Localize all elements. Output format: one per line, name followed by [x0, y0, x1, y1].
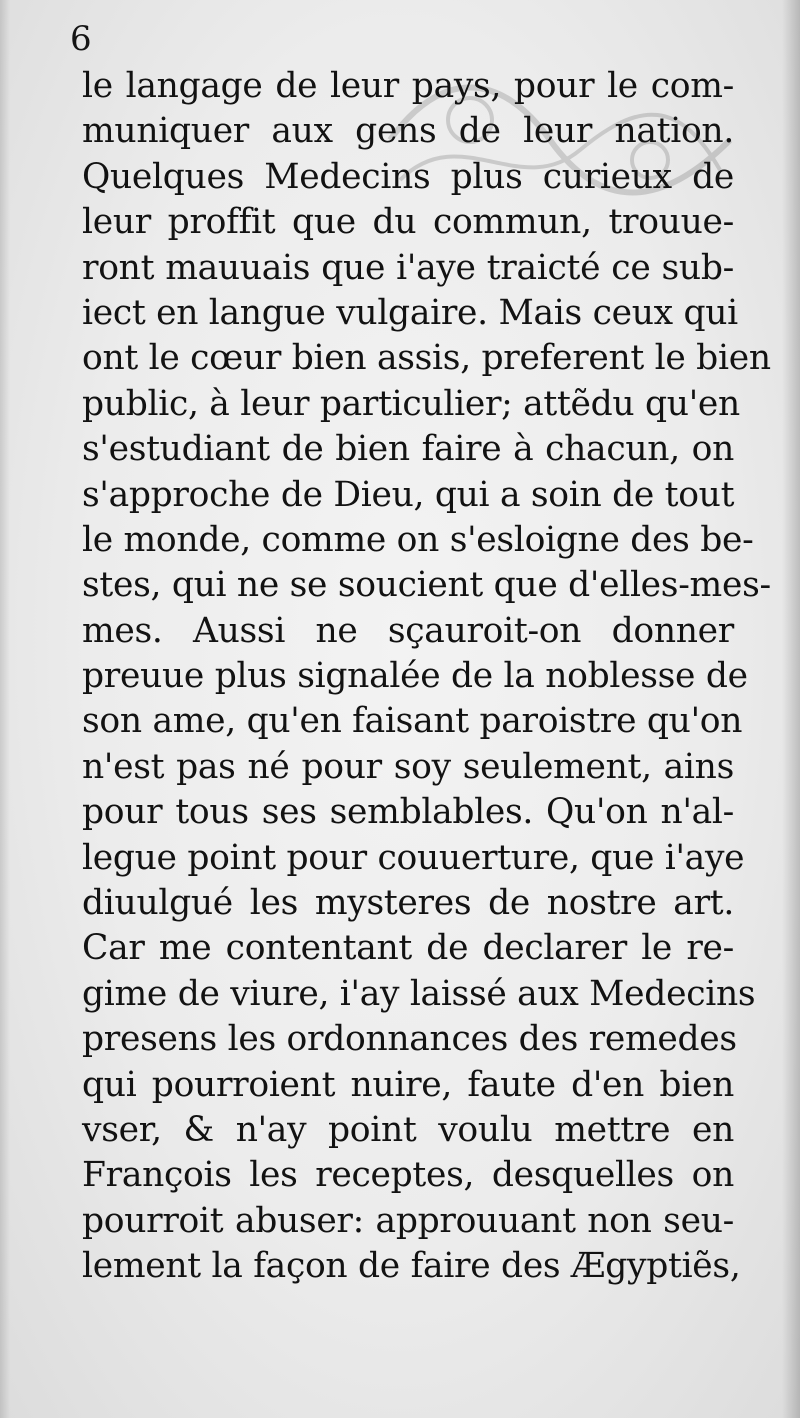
page-number: 6 — [70, 19, 92, 59]
text-line: Car me contentant de declarer le re- — [82, 928, 734, 969]
text-line: muniquer aux gens de leur nation. — [82, 111, 734, 152]
text-line: le langage de leur pays, pour le com- — [82, 66, 734, 106]
text-line: Quelques Medecins plus curieux de — [82, 156, 734, 197]
text-line: pourroit abuser: approuuant non seu- — [82, 1200, 734, 1241]
text-line: ront mauuais que i'aye traicté ce sub- — [82, 247, 734, 288]
text-line: François les receptes, desquelles on — [82, 1155, 734, 1196]
text-line: preuue plus signalée de la noblesse de — [82, 656, 748, 697]
text-line: gime de viure, i'ay laissé aux Medecins — [82, 973, 756, 1014]
text-line: legue point pour couuerture, que i'aye — [82, 837, 745, 878]
text-line: diuulgué les mysteres de nostre art. — [82, 883, 734, 924]
text-line: pour tous ses semblables. Qu'on n'al- — [82, 792, 734, 833]
text-line: s'approche de Dieu, qui a soin de tout — [82, 474, 735, 515]
text-line: presens les ordonnances des remedes — [82, 1019, 737, 1060]
text-line: iect en langue vulgaire. Mais ceux qui — [82, 292, 738, 333]
body-text — [82, 64, 771, 1290]
gutter-shadow — [0, 0, 10, 1418]
text-line: stes, qui ne se soucient que d'elles-mes- — [82, 565, 771, 606]
text-line: s'estudiant de bien faire à chacun, on — [82, 429, 734, 470]
text-line: vser, & n'ay point voulu mettre en — [82, 1109, 734, 1150]
text-line: qui pourroient nuire, faute d'en bien — [82, 1064, 734, 1105]
page-edge-shadow — [782, 0, 800, 1418]
text-line: lement la façon de faire des Ægyptiẽs, — [82, 1246, 741, 1287]
text-line: ont le cœur bien assis, preferent le bien — [82, 338, 771, 379]
text-line: le monde, comme on s'esloigne des be- — [82, 519, 754, 560]
text-line: mes. Aussi ne sçauroit-on donner — [82, 610, 734, 651]
text-line: leur proffit que du commun, trouue- — [82, 202, 734, 243]
text-line: n'est pas né pour soy seulement, ains — [82, 746, 734, 787]
text-line: son ame, qu'en faisant paroistre qu'on — [82, 701, 743, 742]
text-line: public, à leur particulier; attẽdu qu'en — [82, 383, 740, 424]
